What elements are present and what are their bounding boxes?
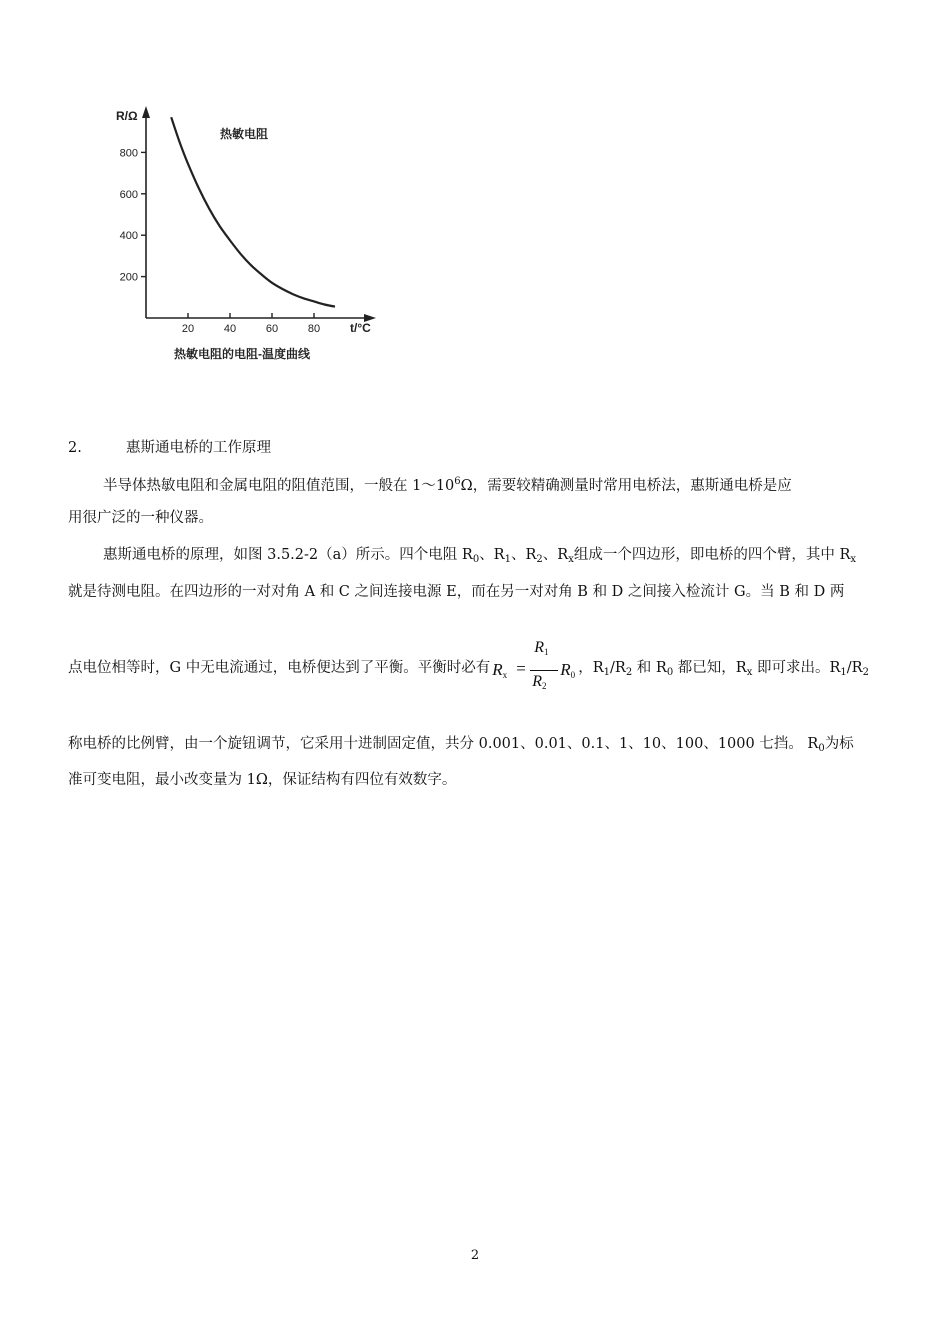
- balance-formula: [490, 639, 578, 691]
- x-tick-label: 80: [307, 323, 321, 335]
- text-run: 点电位相等时，G 中无电流通过，电桥便达到了平衡。平衡时必有: [68, 660, 491, 676]
- resistance-temperature-figure: [100, 96, 400, 376]
- text-run: ，R: [578, 660, 604, 676]
- rt-chart: [100, 96, 400, 376]
- section-title: 惠斯通电桥的工作原理: [126, 440, 271, 456]
- page-number: 2: [470, 1248, 480, 1263]
- y-tick-label: 400: [119, 230, 138, 243]
- figure-caption: 热敏电阻的电阻-温度曲线: [174, 347, 310, 361]
- text-run: 即可求出。R: [752, 660, 841, 676]
- formula-lhs: $R_x$: [492, 660, 508, 680]
- y-axis-label: R/Ω: [116, 109, 138, 123]
- x-tick-label: 60: [265, 323, 279, 335]
- formula-equals: =: [516, 659, 526, 678]
- resistance-curve: [171, 117, 335, 306]
- y-tick-label: 600: [119, 188, 138, 201]
- paragraph-2-line-3: [68, 639, 888, 691]
- y-tick-label: 200: [119, 271, 138, 284]
- subscript: 1: [504, 554, 511, 565]
- text-run: /R: [846, 660, 863, 676]
- subscript: 2: [536, 554, 543, 565]
- paragraph-1-line-2: [68, 508, 888, 528]
- subscript: x: [568, 554, 574, 565]
- text-run: 、R: [542, 547, 569, 563]
- fraction-bar: [530, 670, 558, 671]
- curve-label: 热敏电阻: [220, 127, 269, 141]
- text-run: Ω，需要较精确测量时常用电桥法，惠斯通电桥是应: [460, 478, 792, 494]
- paragraph-1-line-1: [103, 472, 923, 496]
- subscript: 0: [472, 554, 480, 565]
- x-tick-label: 20: [181, 323, 195, 335]
- text-run: 半导体热敏电阻和金属电阻的阻值范围，一般在 1～10: [103, 478, 455, 494]
- paragraph-2-line-2: [68, 582, 888, 602]
- text-run: 和 R: [632, 660, 667, 676]
- paragraph-2-line-5: [68, 770, 888, 790]
- y-axis-arrow: [142, 106, 150, 118]
- paragraph-2-line-4: [68, 734, 888, 759]
- text-run: 称电桥的比例臂，由一个旋钮调节，它采用十进制固定值，共分 0.001、0.01、0.1、1、10、100、1000 七挡。 R: [68, 736, 819, 752]
- text-run: 惠斯通电桥的原理，如图 3.5.2-2（a）所示。四个电阻 R: [103, 547, 473, 563]
- subscript: x: [850, 554, 857, 565]
- subscript: 2: [862, 667, 869, 678]
- paragraph-2-line-1: [103, 545, 923, 570]
- text-run: 就是待测电阻。在四边形的一对对角 A 和 C 之间连接电源 E，而在另一对对角 B 和 D 之间接入检流计 G。当 B 和 D 两: [68, 584, 845, 600]
- text-run: 组成一个四边形，即电桥的四个臂，其中 R: [573, 547, 851, 563]
- formula-r0: $R_0$: [560, 660, 576, 680]
- text-run: 用很广泛的一种仪器。: [68, 510, 213, 526]
- x-tick-label: 40: [223, 323, 237, 335]
- text-run: 准可变电阻，最小改变量为 1Ω，保证结构有四位有效数字。: [68, 772, 457, 788]
- subscript: 1: [840, 667, 847, 678]
- formula-denominator: $R_2$: [532, 673, 547, 691]
- subscript: x: [746, 667, 753, 678]
- text-run: /R: [610, 660, 626, 676]
- subscript: 0: [666, 667, 674, 678]
- text-run: 都已知，R: [673, 660, 747, 676]
- section-heading: [68, 438, 888, 458]
- subscript: 0: [818, 743, 825, 754]
- text-run: 、R: [510, 547, 537, 563]
- superscript: 6: [454, 476, 461, 487]
- section-number: 2.: [68, 440, 82, 456]
- subscript: 2: [625, 667, 633, 678]
- y-tick-label: 800: [119, 147, 138, 160]
- text-run: 、R: [479, 547, 505, 563]
- x-axis-label: t/°C: [350, 321, 371, 335]
- formula-numerator: $R_1$: [534, 639, 549, 657]
- subscript: 1: [603, 667, 610, 678]
- text-run: 为标: [824, 736, 854, 752]
